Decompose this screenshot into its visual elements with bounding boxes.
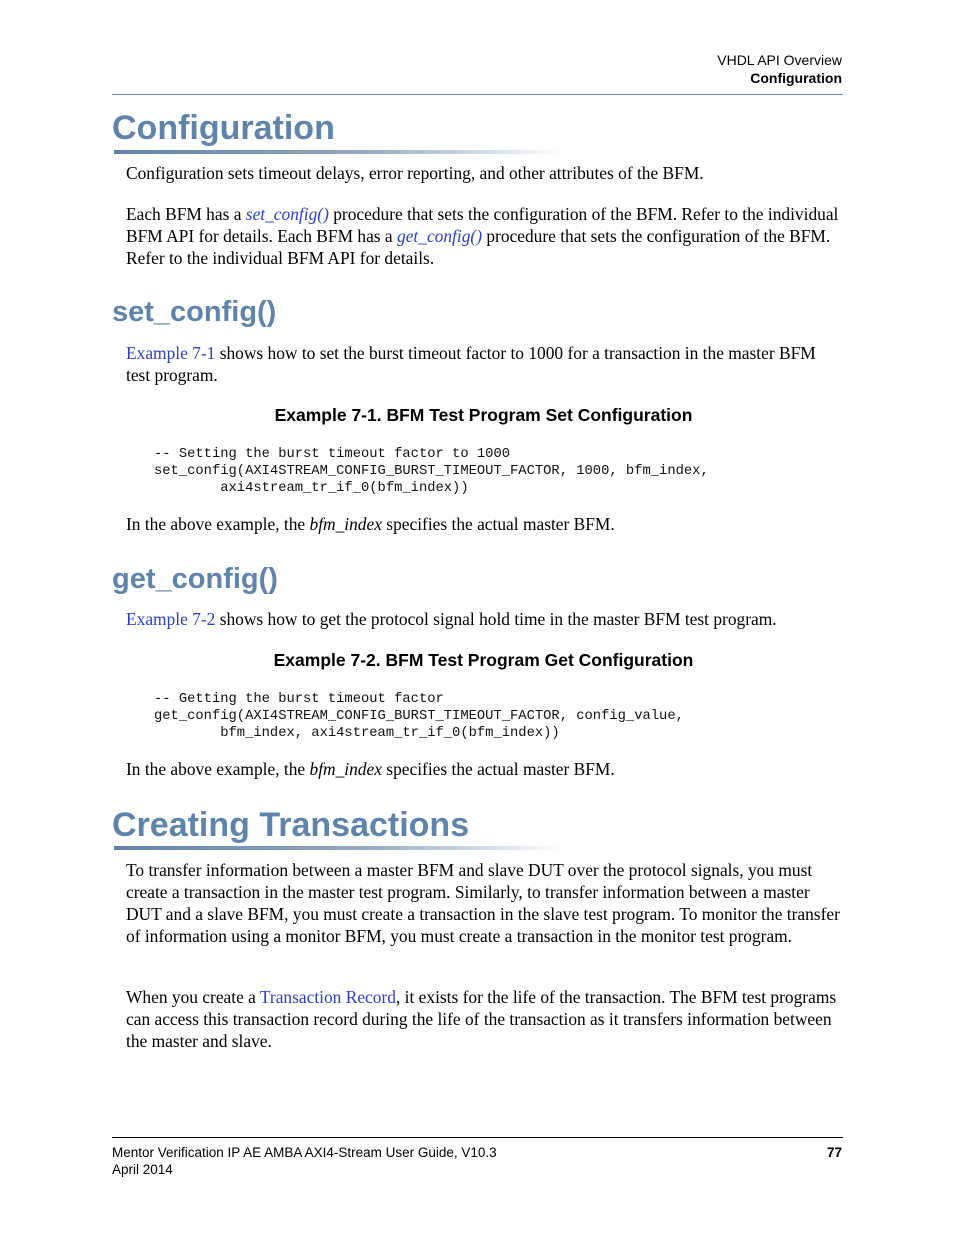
- header-subsection: Configuration: [750, 70, 842, 86]
- example-7-2-code: [154, 691, 684, 742]
- text: shows how to set the burst timeout factor to 1000 for a transaction in the master BFM test program.: [126, 343, 816, 385]
- configuration-intro: Configuration sets timeout delays, error reporting, and other attributes of the BFM.: [126, 163, 704, 183]
- text: shows how to get the protocol signal hold time in the master BFM test program.: [215, 609, 777, 629]
- example-7-2-caption: Example 7-2. BFM Test Program Get Configuration: [273, 650, 694, 670]
- creating-transactions-heading-rule: [114, 846, 564, 850]
- configuration-heading: Configuration: [112, 109, 335, 147]
- footer-doc-title: Mentor Verification IP AE AMBA AXI4-Stream User Guide, V10.3: [112, 1145, 497, 1160]
- code-line: set_config(AXI4STREAM_CONFIG_BURST_TIMEOUT_FACTOR, 1000, bfm_index,: [154, 464, 709, 479]
- footer-divider: [112, 1137, 843, 1138]
- code-line: -- Setting the burst timeout factor to 1000: [154, 447, 511, 462]
- text: In the above example, the: [126, 759, 310, 779]
- footer-date: April 2014: [112, 1162, 173, 1177]
- text: , it exists for the life of the transaction. The BFM test programs can access this transaction record during the life of the transaction as it transfers information between the master and slave.: [126, 987, 837, 1051]
- creating-transactions-heading: Creating Transactions: [112, 806, 470, 844]
- page-number: 77: [826, 1145, 842, 1160]
- configuration-paragraph: [126, 203, 841, 269]
- header-section: VHDL API Overview: [717, 52, 842, 68]
- example-7-1-link[interactable]: Example 7-1: [126, 343, 216, 363]
- configuration-heading-rule: [114, 150, 564, 154]
- footer-doc-info: [112, 1144, 497, 1178]
- code-line: get_config(AXI4STREAM_CONFIG_BURST_TIMEOUT_FACTOR, config_value,: [154, 709, 684, 724]
- example-7-1-code: [154, 446, 709, 497]
- example-7-2-link[interactable]: Example 7-2: [126, 609, 216, 629]
- code-line: -- Getting the burst timeout factor: [154, 692, 444, 707]
- get-config-note: [126, 758, 841, 780]
- bfm-index-term: bfm_index: [309, 514, 382, 534]
- code-line: bfm_index, axi4stream_tr_if_0(bfm_index)): [154, 726, 560, 741]
- text: specifies the actual master BFM.: [381, 759, 615, 779]
- creating-transactions-paragraph-2: [126, 986, 841, 1052]
- get-config-link[interactable]: get_config(): [397, 226, 482, 246]
- text: procedure that sets the configuration of the BFM. Refer to the individual BFM API for details.: [126, 226, 831, 268]
- set-config-paragraph: [126, 342, 841, 386]
- text: procedure that sets the configuration of the BFM. Refer to the individual BFM API for details. Each BFM has a: [126, 204, 839, 246]
- set-config-link[interactable]: set_config(): [245, 204, 329, 224]
- text: Each BFM has a: [126, 204, 246, 224]
- header-divider: [112, 94, 843, 95]
- text: When you create a: [126, 987, 260, 1007]
- set-config-note: [126, 513, 841, 535]
- get-config-paragraph: [126, 608, 841, 630]
- text: In the above example, the: [126, 514, 310, 534]
- bfm-index-term: bfm_index: [309, 759, 382, 779]
- running-header: [717, 51, 842, 87]
- get-config-heading: get_config(): [112, 563, 278, 595]
- code-line: axi4stream_tr_if_0(bfm_index)): [154, 481, 469, 496]
- text: specifies the actual master BFM.: [381, 514, 615, 534]
- set-config-heading: set_config(): [112, 296, 277, 328]
- creating-transactions-paragraph-1: To transfer information between a master BFM and slave DUT over the protocol signals, you must create a transaction in the master test program. Similarly, to transfer information between a master DUT and a slave BFM, you must create a transaction in the slave test program. To monitor the transfer of information using a monitor BFM, you must create a transaction in the monitor test program.: [126, 860, 840, 946]
- example-7-1-caption: Example 7-1. BFM Test Program Set Configuration: [274, 405, 693, 425]
- transaction-record-link[interactable]: Transaction Record: [259, 987, 396, 1007]
